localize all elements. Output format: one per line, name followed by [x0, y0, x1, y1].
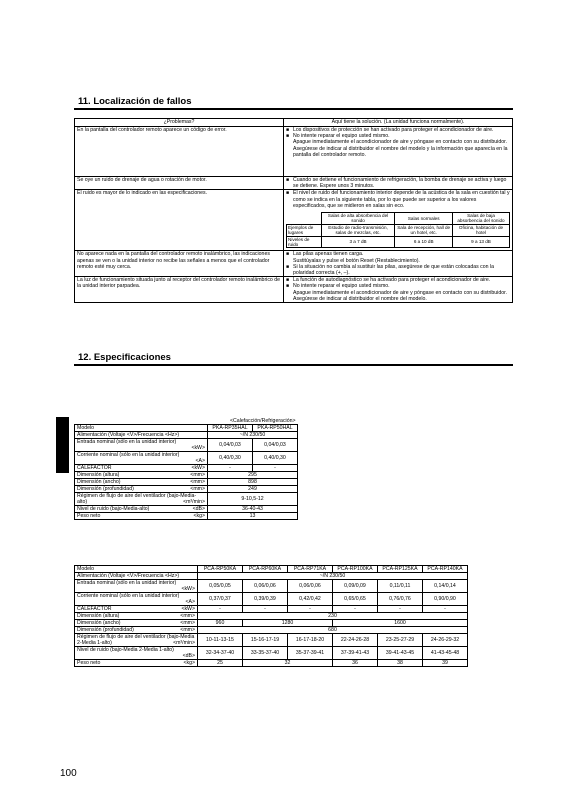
spec-label: Régimen de flujo de aire del ventilador (bajo-Media 2-Media 1-alto) <m³/min> [75, 634, 198, 647]
spec-model: PCA-RP125KA [378, 566, 423, 573]
noise-table-corner [287, 213, 322, 225]
spec-row [75, 580, 468, 593]
spec-value: 39-41-43-45 [378, 647, 423, 660]
solution-cell [284, 251, 513, 277]
spec-value: 0,06/0,06 [243, 580, 288, 593]
spec-model: PCA-RP71KA [288, 566, 333, 573]
spec-value: 0,05/0,05 [198, 580, 243, 593]
spec-value: 36 [333, 660, 378, 667]
noise-cell: Estudio de radio-transmisión, salas de mezclas, etc. [321, 224, 395, 236]
spec-value: ~/N 230/50 [208, 432, 298, 439]
spec-row [75, 432, 298, 439]
spec-row [75, 647, 468, 660]
spec-value: 680 [198, 627, 468, 634]
noise-cell: 3 a 7 dB [321, 236, 395, 248]
spec-value: 36-40-43 [208, 506, 298, 513]
spec-label: Nivel de ruido (bajo-Media 2-Media 1-alto) <dB> [75, 647, 198, 660]
spec-value: 22-24-26-28 [333, 634, 378, 647]
spec-label: Corriente nominal (sólo en la unidad interior) <A> [75, 593, 198, 606]
spec-row [75, 634, 468, 647]
spec-value: 23-25-27-29 [378, 634, 423, 647]
trouble-row [75, 277, 513, 303]
spec-value: 0,09/0,09 [333, 580, 378, 593]
spec-value: 32-34-37-40 [198, 647, 243, 660]
spec-value: 37-39-41-43 [333, 647, 378, 660]
spec-label: Modelo [75, 566, 198, 573]
spec-value: 16-17-18-20 [288, 634, 333, 647]
spec-label: Dimensión (altura) <mm> [75, 472, 208, 479]
spec-value: - [208, 465, 253, 472]
spec-model: PKA-RP50HAL [253, 425, 298, 432]
spec-value: 0,90/0,90 [423, 593, 468, 606]
noise-cell: 6 a 10 dB [395, 236, 453, 248]
spec-value: 0,14/0,14 [423, 580, 468, 593]
spec-row [75, 513, 298, 520]
section-11-rule [74, 108, 513, 110]
spec-value: 0,04/0,03 [208, 439, 253, 452]
spec-model: PCA-RP100KA [333, 566, 378, 573]
solution-item: ■ Si la situación no cambia al sustituir las pilas, asegúrese de que están colocadas con la polaridad correcta (+, –). [286, 264, 510, 276]
trouble-row [75, 251, 513, 277]
spec-row [75, 493, 298, 506]
spec-value: 0,06/0,06 [288, 580, 333, 593]
spec-label: Régimen de flujo de aire del ventilador (bajo-Media-alto) <m³/min> [75, 493, 208, 506]
spec-value: 10-11-13-15 [198, 634, 243, 647]
spec-row [75, 472, 298, 479]
section-12-title: 12. Especificaciones [78, 352, 171, 363]
spec-label: Alimentación (Voltaje <V>/Frecuencia <Hz>) [75, 432, 208, 439]
solution-item: ■ La función de autodiagnóstico se ha activado para proteger el acondicionador de aire. [286, 277, 510, 283]
spec-row [75, 439, 298, 452]
spec-label: CALEFACTOR <kW> [75, 606, 198, 613]
spec-label: Peso neto <kg> [75, 513, 208, 520]
solution-item: ■ Los dispositivos de protección se han activado para proteger el acondicionador de aire. [286, 127, 510, 133]
spec-row [75, 425, 298, 432]
solution-cell [284, 190, 513, 251]
spec-row [75, 627, 468, 634]
spec-value: 0,76/0,76 [378, 593, 423, 606]
spec-row [75, 660, 468, 667]
spec-value: 0,65/0,65 [333, 593, 378, 606]
noise-row-header: Niveles de ruido [287, 236, 322, 248]
spec-row [75, 486, 298, 493]
spec-label: Peso neto <kg> [75, 660, 198, 667]
noise-level-table [286, 212, 510, 248]
spec-value: 230 [198, 613, 468, 620]
spec-value: - [253, 465, 298, 472]
spec-label: Dimensión (altura) <mm> [75, 613, 198, 620]
solution-item: Apague inmediatamente el acondicionador de aire y póngase en contacto con su distribuidor. Asegúrese de indicar al distribuidor el nombre del modelo. [293, 289, 507, 302]
trouble-row [75, 127, 513, 177]
spec-value: - [423, 606, 468, 613]
spec-value: 0,39/0,39 [243, 593, 288, 606]
spec-table-pka [74, 418, 298, 520]
spec-value: 960 [198, 620, 243, 627]
solution-item: Sustitúyalas y pulse el botón Reset (Restablecimiento). [293, 257, 420, 264]
spec-label: Alimentación (Voltaje <V>/Frecuencia <Hz>) [75, 573, 198, 580]
spec-value: - [288, 606, 333, 613]
spec-value: 0,40/0,30 [208, 452, 253, 465]
solution-cell [284, 177, 513, 190]
spec-value: - [378, 606, 423, 613]
spec-model: PCA-RP60KA [243, 566, 288, 573]
spec-value: 0,11/0,11 [378, 580, 423, 593]
trouble-row [75, 190, 513, 251]
spec-value: 13 [208, 513, 298, 520]
troubleshooting-header-row [75, 119, 513, 127]
spec-label: Modelo [75, 425, 208, 432]
noise-cell: 9 a 13 dB [452, 236, 509, 248]
spec-value: 295 [208, 472, 298, 479]
solution-item: ■ No intente reparar el equipo usted mismo. [286, 283, 510, 289]
spec-row [75, 613, 468, 620]
noise-cell: Oficina, habitación de hotel [452, 224, 509, 236]
spec-value: 38 [378, 660, 423, 667]
troubleshooting-table [74, 118, 513, 303]
page-number: 100 [60, 768, 77, 779]
problem-cell: En la pantalla del controlador remoto aparece un código de error. [75, 127, 284, 177]
spec-row [75, 506, 298, 513]
solution-item: Apague inmediatamente el acondicionador de aire y póngase en contacto con su distribuidor. Asegúrese de indicar al distribuidor el nombre del modelo y la información que aparecía en la pantalla del controlador remoto. [293, 139, 508, 158]
noise-row-header: Ejemplos de lugares [287, 224, 322, 236]
noise-col-header: Salas normales [395, 213, 453, 225]
spec-row [75, 465, 298, 472]
spec-value: - [333, 606, 378, 613]
noise-cell: Sala de recepción, hall de un hotel, etc. [395, 224, 453, 236]
spec-value: 24-26-29-32 [423, 634, 468, 647]
spec-value: 41-43-45-48 [423, 647, 468, 660]
spec-label: Dimensión (ancho) <mm> [75, 620, 198, 627]
solution-item: ■ No intente reparar el equipo usted mismo. [286, 133, 510, 139]
spec-model: PKA-RP35HAL [208, 425, 253, 432]
spec-label: Dimensión (profundidad) <mm> [75, 486, 208, 493]
spec-row [75, 452, 298, 465]
spec-value: 25 [198, 660, 243, 667]
spec-value: 15-16-17-19 [243, 634, 288, 647]
spec-value: 1280 [243, 620, 333, 627]
spec-value: 1600 [333, 620, 468, 627]
spec-value: 33-35-37-40 [243, 647, 288, 660]
spec-row [75, 566, 468, 573]
spec-label: Entrada nominal (sólo en la unidad interior) <kW> [75, 580, 198, 593]
spec-label: Dimensión (ancho) <mm> [75, 479, 208, 486]
spec-value: - [243, 606, 288, 613]
spec-value: 39 [423, 660, 468, 667]
solution-cell [284, 277, 513, 303]
spec-row [75, 620, 468, 627]
problem-cell: Se oye un ruido de drenaje de agua o rotación de motor. [75, 177, 284, 190]
spec-table-pca [74, 565, 468, 667]
spec-value: 0,37/0,37 [198, 593, 243, 606]
spec-value: ~/N 230/50 [198, 573, 468, 580]
spec-model: PCA-RP50KA [198, 566, 243, 573]
header-solution: Aquí tiene la solución. (La unidad funciona normalmente). [284, 119, 513, 127]
section-12-rule [74, 364, 513, 366]
spec-label: CALEFACTOR <kW> [75, 465, 208, 472]
language-tab-marker [56, 417, 69, 473]
spec-row [75, 573, 468, 580]
spec-value: 32 [243, 660, 333, 667]
noise-col-header: Salas de alta absorbencia del sonido [321, 213, 395, 225]
problem-cell: La luz de funcionamiento situada junto al receptor del controlador remoto inalámbrico de la unidad interior parpadea. [75, 277, 284, 303]
section-11-title: 11. Localización de fallos [78, 96, 192, 107]
header-problems: ¿Problemas? [75, 119, 284, 127]
noise-col-header: Salas de baja absorbencia del sonido [452, 213, 509, 225]
solution-item: ■ El nivel de ruido del funcionamiento interior depende de la acústica de la sala en cuestión tal y como se indica en la siguiente tabla, por lo que puede ser superior a los valores especificados, que se midieron en salas sin eco. [286, 190, 510, 209]
spec-value: 9-10,5-12 [208, 493, 298, 506]
solution-item: ■ Cuando se detiene el funcionamiento de refrigeración, la bomba de drenaje se activa y luego se detiene. Espere unos 3 minutos. [286, 177, 510, 189]
spec-row [75, 606, 468, 613]
spec-value: 35-37-39-41 [288, 647, 333, 660]
spec-value: 898 [208, 479, 298, 486]
spec-label: Nivel de ruido (bajo-Media-alto) <dB> [75, 506, 208, 513]
spec-value: 0,04/0,03 [253, 439, 298, 452]
spec-value: - [198, 606, 243, 613]
solution-cell [284, 127, 513, 177]
spec-value: 249 [208, 486, 298, 493]
spec-row [75, 593, 468, 606]
spec-caption: <Calefacción/Refrigeración> [230, 418, 296, 424]
spec-model: PCA-RP140KA [423, 566, 468, 573]
problem-cell: El ruido es mayor de lo indicado en las especificaciones. [75, 190, 284, 251]
trouble-row [75, 177, 513, 190]
spec-row [75, 479, 298, 486]
solution-item: ■ Las pilas apenas tienen carga. [286, 251, 510, 257]
spec-value: 0,40/0,30 [253, 452, 298, 465]
spec-value: 0,42/0,42 [288, 593, 333, 606]
spec-label: Corriente nominal (sólo en la unidad interior) <A> [75, 452, 208, 465]
spec-label: Dimensión (profundidad) <mm> [75, 627, 198, 634]
problem-cell: No aparece nada en la pantalla del controlador remoto inalámbrico, las indicaciones apenas se ven o la unidad interior no recibe las señales a menos que el controlador remoto esté muy cerca. [75, 251, 284, 277]
spec-label: Entrada nominal (sólo en la unidad interior) <kW> [75, 439, 208, 452]
